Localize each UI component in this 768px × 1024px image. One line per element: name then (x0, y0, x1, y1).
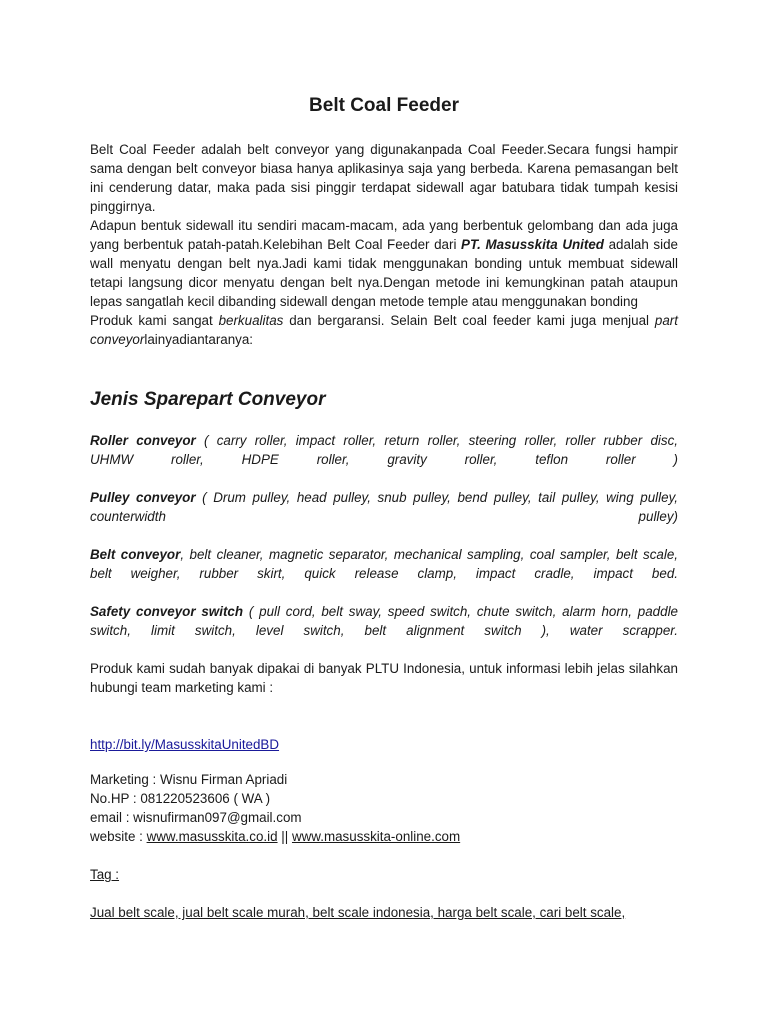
bitly-link[interactable]: http://bit.ly/MasusskitaUnitedBD (90, 737, 280, 752)
category-belt (90, 545, 678, 564)
website-separator: || (277, 829, 292, 844)
category-pulley (90, 488, 678, 507)
intro-paragraph-1: Belt Coal Feeder adalah belt conveyor yang digunakanpada Coal Feeder.Secara fungsi hampir sama dengan belt conveyor biasa hanya aplikasinya saja yang berbeda. Karena pemasangan belt ini cenderung datar, maka pada sisi pinggir terdapat sidewall agar batubara tidak tumpah kesisi pinggirnya. (90, 142, 678, 214)
page-title: Belt Coal Feeder (309, 95, 459, 116)
intro-paragraph-2-text-b: adalah side wall menyatu dengan belt nya.Jadi kami tidak menggunakan bonding untuk membuat sidewall tetapi langsung dicor menyatu dengan belt nya.Dengan metode ini kemungkinan patah ataupun lepas sangatlah kecil dibanding sidewall dengan metode temple atau menggunakan bonding (90, 237, 678, 309)
category-safety-name: Safety conveyor switch (90, 604, 244, 619)
part-conveyor-word: part conveyor (90, 313, 678, 347)
contact-website (90, 827, 678, 846)
contact-email: email : wisnufirman097@gmail.com (90, 810, 302, 825)
intro-paragraph-3-text-c: lainyadiantaranya: (144, 332, 254, 347)
category-roller-cont (90, 450, 678, 469)
website-label: website : (90, 829, 147, 844)
intro-paragraph-3-text-b: dan bergaransi. Selain Belt coal feeder kami juga menjual (283, 313, 655, 328)
category-safety-line1: ( pull cord, belt sway, speed switch, chute switch, alarm horn, paddle (243, 604, 678, 619)
contact-marketing: Marketing : Wisnu Firman Apriadi (90, 772, 288, 787)
category-roller (90, 431, 678, 450)
category-belt-name: Belt conveyor (90, 547, 181, 562)
contact-phone: No.HP : 081220523606 ( WA ) (90, 791, 271, 806)
category-pulley-name: Pulley conveyor (90, 490, 196, 505)
website-link-2[interactable]: www.masusskita-online.com (291, 829, 461, 844)
intro-paragraph-2-text-a: Adapun bentuk sidewall itu sendiri macam-macam, ada yang berbentuk gelombang dan ada juga yang berbentuk patah-patah.Kelebihan Belt Coal Feeder dari (90, 218, 678, 252)
tag-label: Tag : (90, 867, 120, 882)
intro-paragraph-2 (90, 216, 678, 311)
category-roller-line1: ( carry roller, impact roller, return roller, steering roller, roller rubber disc, (195, 433, 678, 448)
category-roller-name: Roller conveyor (90, 433, 196, 448)
closing-paragraph: Produk kami sudah banyak dipakai di banyak PLTU Indonesia, untuk informasi lebih jelas silahkan hubungi team marketing kami : (90, 661, 678, 695)
section-heading: Jenis Sparepart Conveyor (90, 389, 326, 410)
intro-section (90, 140, 678, 349)
category-belt-line1: , belt cleaner, magnetic separator, mechanical sampling, coal sampler, belt scale, (180, 547, 678, 562)
category-safety-cont (90, 621, 678, 640)
category-safety-line2: switch, limit switch, level switch, belt alignment switch ), water scrapper. (90, 623, 678, 638)
category-belt-cont (90, 564, 678, 583)
category-belt-line2: belt weigher, rubber skirt, quick release clamp, impact cradle, impact bed. (90, 566, 678, 581)
link-line (90, 735, 678, 754)
intro-paragraph-3-text-a: Produk kami sangat (90, 313, 219, 328)
tag-list[interactable]: Jual belt scale, jual belt scale murah, belt scale indonesia, harga belt scale, cari belt scale, (90, 905, 626, 920)
category-roller-line2: UHMW roller, HDPE roller, gravity roller, teflon roller ) (90, 452, 678, 467)
company-name: PT. Masusskita United (461, 237, 604, 252)
quality-word: berkualitas (218, 313, 284, 328)
website-link-1[interactable]: www.masusskita.co.id (146, 829, 278, 844)
category-safety (90, 602, 678, 621)
category-pulley-cont (90, 507, 678, 526)
category-pulley-line1: ( Drum pulley, head pulley, snub pulley, bend pulley, tail pulley, wing pulley, (195, 490, 678, 505)
intro-paragraph-3 (90, 311, 678, 349)
category-pulley-line2: counterwidth pulley) (90, 509, 678, 524)
